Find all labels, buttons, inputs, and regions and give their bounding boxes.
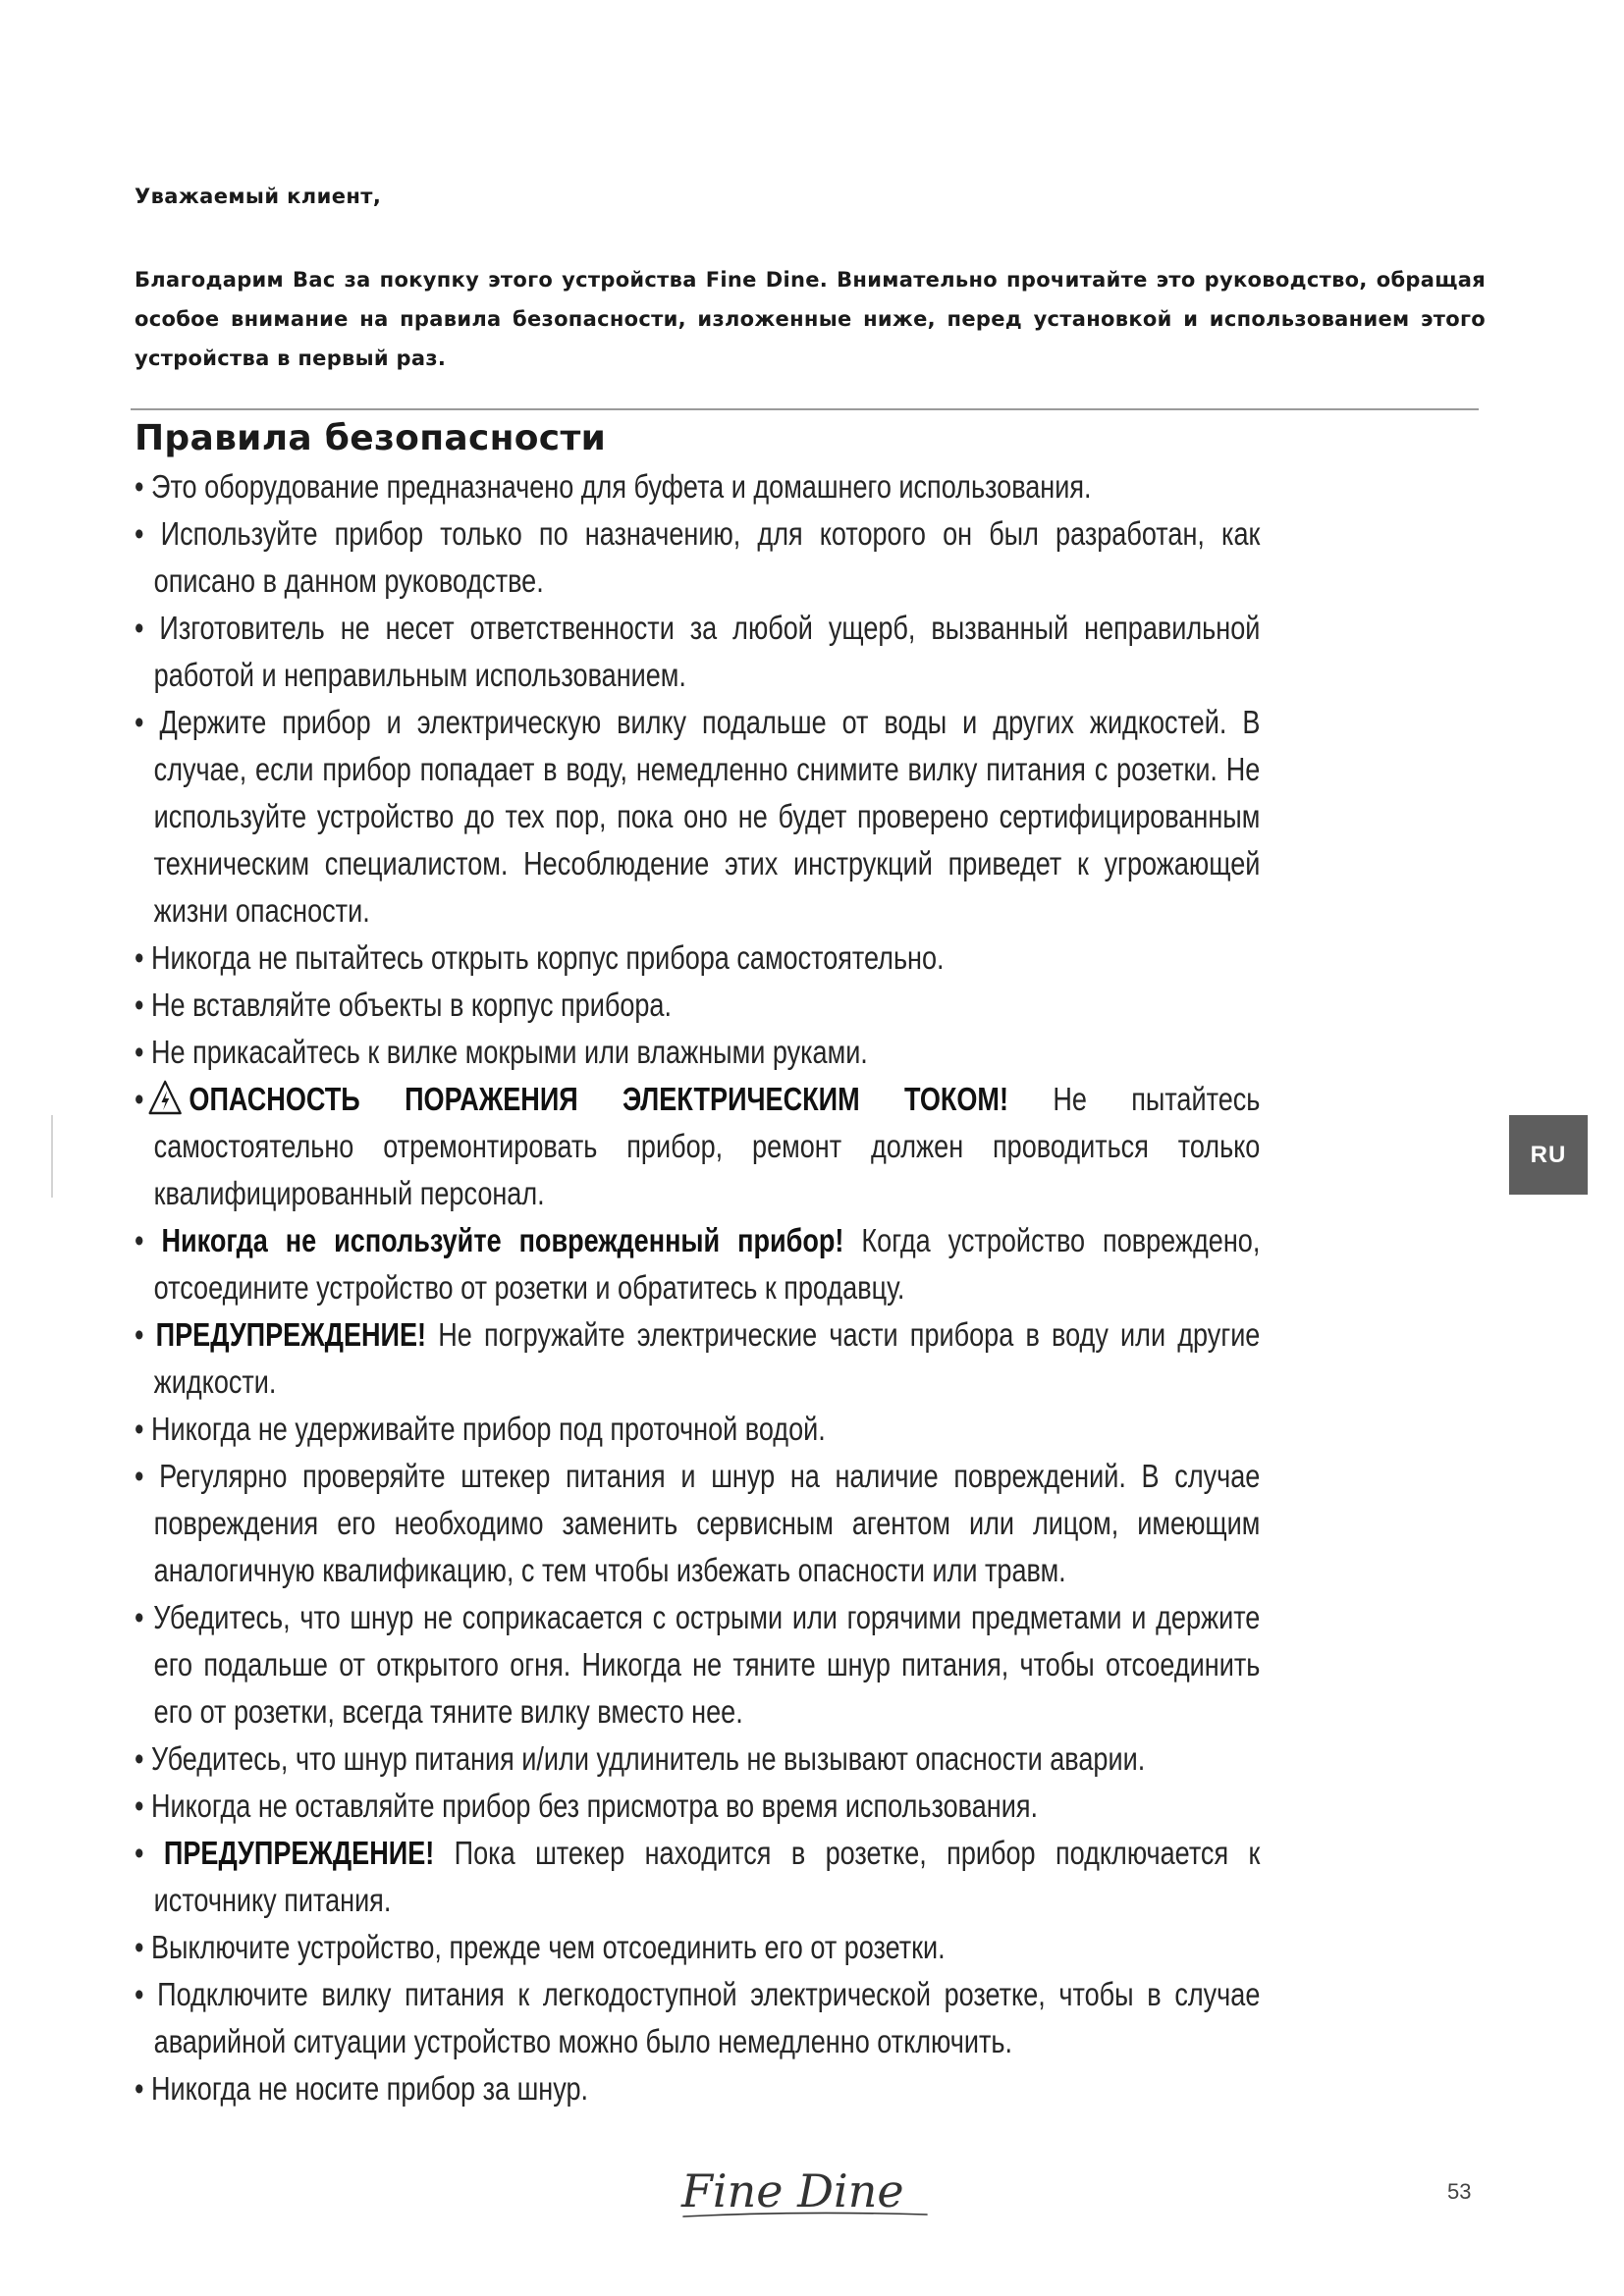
safety-rule [135, 1971, 1260, 2065]
safety-rule [135, 1217, 1260, 1311]
bullet: • [135, 1976, 144, 2012]
margin-line [51, 1115, 53, 1198]
rule-strong-text: Никогда не используйте поврежденный прибор! [161, 1222, 844, 1258]
safety-rule [135, 1406, 1260, 1453]
rule-text: Регулярно проверяйте штекер питания и шнур на наличие повреждений. В случае повреждения его необходимо заменить сервисным агентом или лицом, имеющим аналогичную квалификацию, с тем чтобы избежать опасности или травм. [153, 1458, 1261, 1588]
language-tab: RU [1509, 1115, 1588, 1195]
bullet: • [135, 1929, 144, 1965]
rule-text: Держите прибор и электрическую вилку подальше от воды и других жидкостей. В случае, если прибор попадает в воду, немедленно снимите вилку питания с розетки. Не используйте устройство до тех пор, пока оно не будет проверено сертифицированным техническим специалистом. Несоблюдение этих инструкций приведет к угрожающей жизни опасности. [153, 704, 1261, 929]
safety-rules-list [135, 463, 1260, 2112]
rule-text: Изготовитель не несет ответственности за любой ущерб, вызванный неправильной работой и неправильным использованием. [153, 610, 1261, 693]
rule-strong-text: ПРЕДУПРЕЖДЕНИЕ! [163, 1835, 435, 1871]
rule-text: Выключите устройство, прежде чем отсоединить его от розетки. [151, 1929, 946, 1965]
safety-rule [135, 605, 1260, 699]
section-divider [131, 408, 1479, 410]
bullet: • [135, 610, 144, 646]
safety-rule [135, 1783, 1260, 1830]
safety-rule [135, 1735, 1260, 1783]
safety-rule-electric-hazard [135, 1076, 1260, 1217]
greeting: Уважаемый клиент, [135, 185, 382, 208]
safety-rule [135, 1830, 1260, 1924]
intro-paragraph: Благодарим Вас за покупку этого устройства Fine Dine. Внимательно прочитайте это руководство, обращая особое внимание на правила безопасности, изложенные ниже, перед установкой и использованием этого устройства в первый раз. [135, 268, 1486, 370]
bullet: • [135, 1458, 144, 1494]
safety-rule [135, 1594, 1260, 1735]
bullet: • [135, 1835, 144, 1871]
bullet: • [135, 1411, 144, 1447]
safety-rule [135, 2065, 1260, 2112]
rule-text: Не погружайте электрические части прибора в воду или другие жидкости. [153, 1316, 1261, 1400]
safety-rule [135, 1453, 1260, 1594]
bullet: • [135, 1081, 144, 1117]
rule-text: Никогда не оставляйте прибор без присмотра во время использования. [151, 1788, 1039, 1824]
safety-rule [135, 463, 1260, 510]
rule-text: Никогда не пытайтесь открыть корпус прибора самостоятельно. [151, 939, 945, 976]
electric-hazard-warning-icon [147, 1079, 183, 1116]
rule-text: Не пытайтесь самостоятельно отремонтировать прибор, ремонт должен проводиться только квалифицированный персонал. [153, 1081, 1261, 1211]
bullet: • [135, 2070, 144, 2107]
rule-text: Убедитесь, что шнур питания и/или удлинитель не вызывают опасности аварии. [151, 1740, 1146, 1777]
rule-text: Не прикасайтесь к вилке мокрыми или влажными руками. [151, 1034, 868, 1070]
safety-rule [135, 510, 1260, 605]
bullet: • [135, 1599, 144, 1635]
rule-text: Никогда не удерживайте прибор под проточной водой. [151, 1411, 826, 1447]
safety-rule [135, 1029, 1260, 1076]
brand-logo-text: Fine Dine [681, 2164, 904, 2217]
bullet: • [135, 468, 144, 505]
rule-text: Не вставляйте объекты в корпус прибора. [151, 987, 672, 1023]
bullet: • [135, 987, 144, 1023]
rule-text: Пока штекер находится в розетке, прибор подключается к источнику питания. [153, 1835, 1261, 1918]
bullet: • [135, 1222, 144, 1258]
rule-text: Подключите вилку питания к легкодоступной электрической розетке, чтобы в случае аварийной ситуации устройство можно было немедленно отключить. [153, 1976, 1261, 2059]
brand-logo [679, 2156, 933, 2228]
bullet: • [135, 1034, 144, 1070]
safety-rule [135, 1924, 1260, 1971]
rule-strong-text: ПРЕДУПРЕЖДЕНИЕ! [155, 1316, 427, 1353]
rule-text: Это оборудование предназначено для буфета и домашнего использования. [151, 468, 1092, 505]
rule-text: Когда устройство повреждено, отсоедините устройство от розетки и обратитесь к продавцу. [153, 1222, 1261, 1306]
bullet: • [135, 939, 144, 976]
safety-rule [135, 1311, 1260, 1406]
bullet: • [135, 1788, 144, 1824]
rule-text: Убедитесь, что шнур не соприкасается с острыми или горячими предметами и держите его подальше от открытого огня. Никогда не тяните шнур питания, чтобы отсоединить его от розетки, всегда тяните вилку вместо нее. [153, 1599, 1261, 1730]
rule-text: Никогда не носите прибор за шнур. [151, 2070, 589, 2107]
section-title: Правила безопасности [135, 418, 607, 458]
rule-text: Используйте прибор только по назначению, для которого он был разработан, как описано в данном руководстве. [153, 515, 1261, 599]
bullet: • [135, 704, 144, 740]
safety-rule [135, 934, 1260, 982]
bullet: • [135, 1740, 144, 1777]
safety-rule [135, 982, 1260, 1029]
rule-strong-text: ОПАСНОСТЬ ПОРАЖЕНИЯ ЭЛЕКТРИЧЕСКИМ ТОКОМ! [189, 1081, 1008, 1117]
page-number: 53 [1447, 2179, 1472, 2204]
bullet: • [135, 1316, 144, 1353]
bullet: • [135, 515, 144, 552]
safety-rule [135, 699, 1260, 934]
